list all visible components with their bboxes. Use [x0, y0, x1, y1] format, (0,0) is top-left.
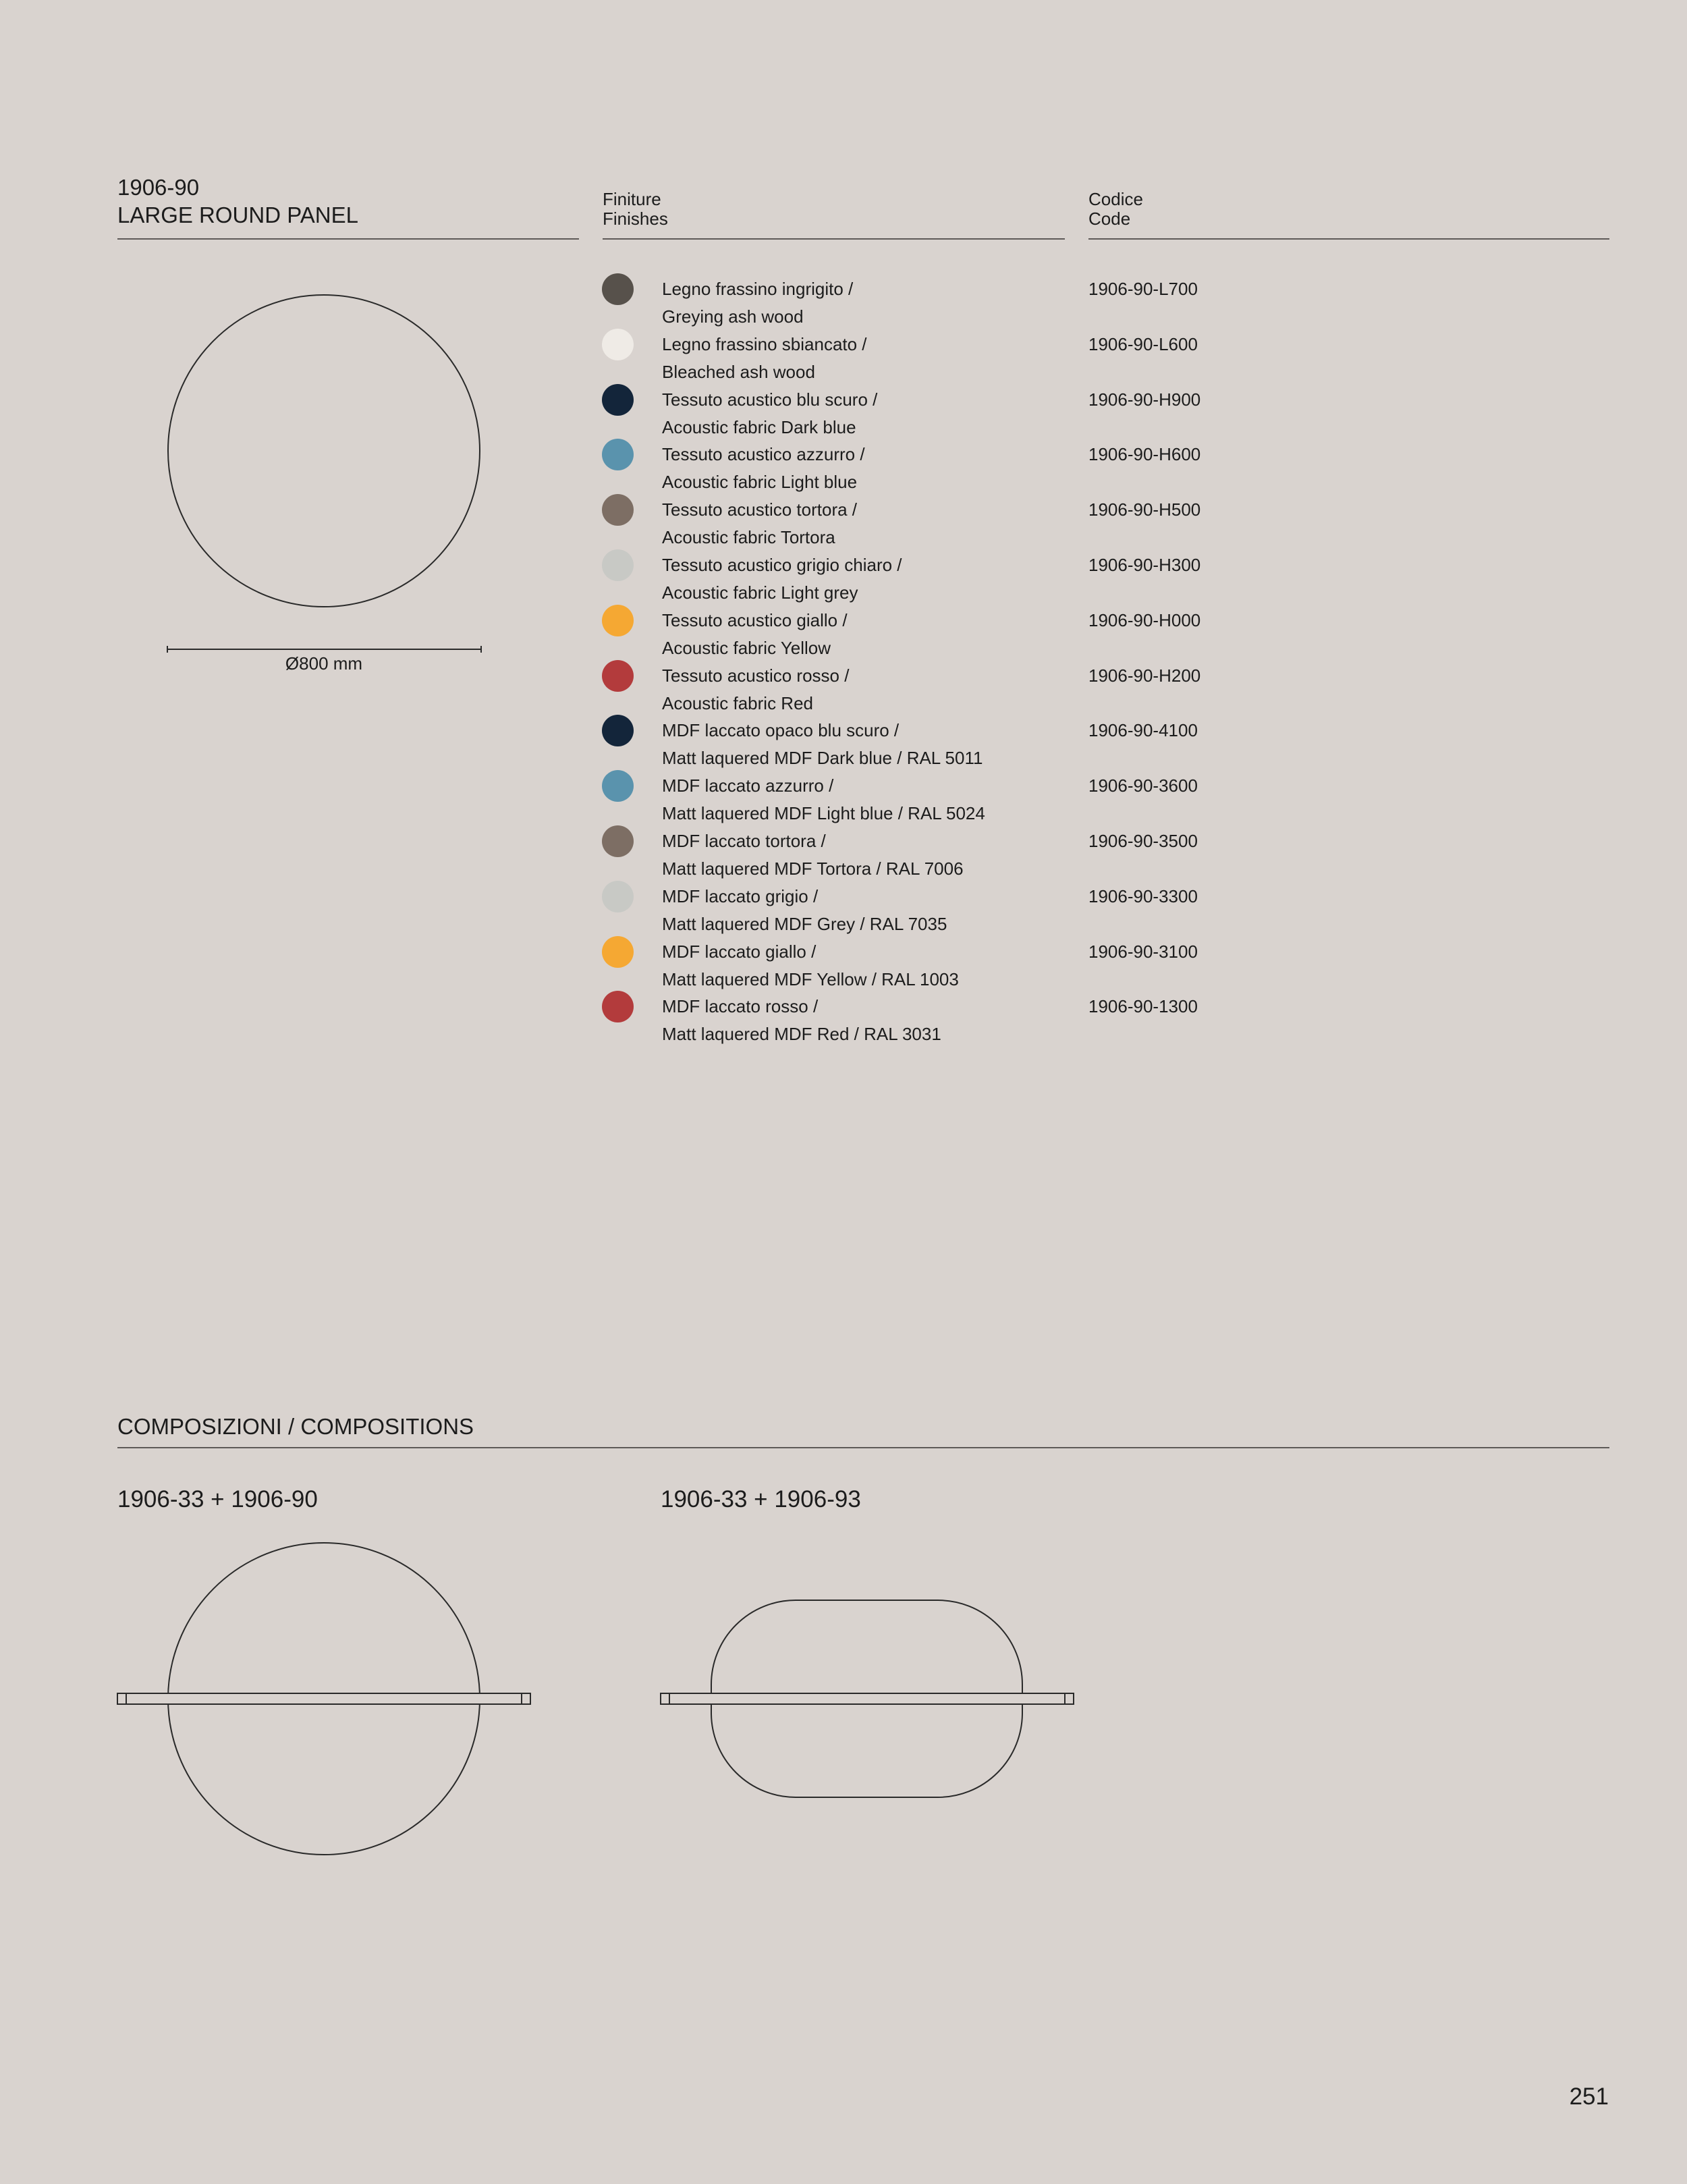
finish-name-en: Matt laquered MDF Tortora / RAL 7006	[662, 858, 964, 879]
finish-code: 1906-90-3500	[1088, 831, 1198, 851]
finish-name-it: Tessuto acustico azzurro /	[662, 444, 865, 464]
code-header-en: Code	[1088, 209, 1131, 229]
finish-code: 1906-90-3600	[1088, 775, 1198, 796]
finish-name-it: Legno frassino sbiancato /	[662, 334, 867, 354]
compositions-title: COMPOSIZIONI / COMPOSITIONS	[117, 1414, 474, 1439]
finish-name-it: Tessuto acustico tortora /	[662, 499, 858, 520]
color-swatch	[602, 494, 634, 526]
dimension-label: Ø800 mm	[285, 653, 363, 674]
finish-name-it: Legno frassino ingrigito /	[662, 279, 854, 299]
finish-name-it: MDF laccato opaco blu scuro /	[662, 720, 900, 740]
color-swatch	[602, 936, 634, 968]
finish-code: 1906-90-1300	[1088, 996, 1198, 1016]
color-swatch	[602, 439, 634, 470]
finish-name-en: Acoustic fabric Light grey	[662, 582, 858, 603]
finishes-rule	[603, 238, 1065, 240]
finish-name-it: MDF laccato giallo /	[662, 941, 817, 962]
finish-row	[0, 384, 1687, 439]
finish-row	[0, 329, 1687, 384]
finish-name-en: Acoustic fabric Tortora	[662, 527, 835, 547]
finish-code: 1906-90-H900	[1088, 389, 1201, 410]
color-swatch	[602, 991, 634, 1022]
finish-name-it: MDF laccato rosso /	[662, 996, 819, 1016]
finish-name-it: Tessuto acustico blu scuro /	[662, 389, 878, 410]
finish-name-it: Tessuto acustico rosso /	[662, 665, 850, 686]
composition-1-drawing	[117, 1543, 530, 1855]
finish-code: 1906-90-H500	[1088, 499, 1201, 520]
compositions-rule	[117, 1447, 1609, 1448]
finish-code: 1906-90-H300	[1088, 555, 1201, 575]
finishes-header-en: Finishes	[603, 209, 668, 229]
color-swatch	[602, 384, 634, 416]
finish-row	[0, 494, 1687, 549]
finish-name-en: Matt laquered MDF Yellow / RAL 1003	[662, 969, 959, 989]
product-name: LARGE ROUND PANEL	[117, 202, 358, 227]
composition-2-shelf	[661, 1693, 1074, 1704]
color-swatch	[602, 881, 634, 912]
finish-name-en: Bleached ash wood	[662, 362, 815, 382]
finish-row	[0, 273, 1687, 329]
finish-code: 1906-90-L700	[1088, 279, 1198, 299]
finish-row	[0, 936, 1687, 991]
page-number: 251	[1569, 2083, 1609, 2110]
color-swatch	[602, 273, 634, 305]
compositions-drawing	[0, 1519, 1147, 1876]
color-swatch	[602, 549, 634, 581]
finish-name-it: MDF laccato azzurro /	[662, 775, 834, 796]
finish-row	[0, 439, 1687, 494]
finish-row	[0, 770, 1687, 825]
finish-code: 1906-90-H000	[1088, 610, 1201, 630]
finish-row	[0, 825, 1687, 881]
product-code: 1906-90	[117, 175, 200, 200]
code-rule	[1088, 238, 1609, 240]
finish-name-en: Matt laquered MDF Red / RAL 3031	[662, 1024, 941, 1044]
composition-label-2: 1906-33 + 1906-93	[661, 1486, 861, 1512]
finish-name-en: Acoustic fabric Dark blue	[662, 417, 856, 437]
color-swatch	[602, 825, 634, 857]
finish-name-en: Acoustic fabric Light blue	[662, 472, 858, 492]
color-swatch	[602, 660, 634, 692]
finish-row	[0, 605, 1687, 660]
composition-1-shelf	[117, 1693, 530, 1704]
finish-row	[0, 660, 1687, 715]
color-swatch	[602, 329, 634, 360]
finish-code: 1906-90-L600	[1088, 334, 1198, 354]
finish-name-it: Tessuto acustico grigio chiaro /	[662, 555, 902, 575]
finish-name-en: Matt laquered MDF Dark blue / RAL 5011	[662, 748, 983, 768]
composition-2-drawing	[661, 1600, 1074, 1797]
finish-name-en: Matt laquered MDF Grey / RAL 7035	[662, 914, 947, 934]
finish-name-en: Matt laquered MDF Light blue / RAL 5024	[662, 803, 985, 823]
finish-row	[0, 991, 1687, 1046]
finish-code: 1906-90-3100	[1088, 941, 1198, 962]
finish-code: 1906-90-H600	[1088, 444, 1201, 464]
finish-row	[0, 549, 1687, 605]
color-swatch	[602, 605, 634, 636]
finish-row	[0, 881, 1687, 936]
finish-name-en: Greying ash wood	[662, 306, 804, 327]
finish-name-it: Tessuto acustico giallo /	[662, 610, 848, 630]
finish-code: 1906-90-3300	[1088, 886, 1198, 906]
color-swatch	[602, 770, 634, 802]
finishes-header-it: Finiture	[603, 189, 661, 209]
finish-name-en: Acoustic fabric Red	[662, 693, 813, 713]
finish-name-en: Acoustic fabric Yellow	[662, 638, 831, 658]
finish-row	[0, 715, 1687, 770]
composition-label-1: 1906-33 + 1906-90	[117, 1486, 318, 1512]
color-swatch	[602, 715, 634, 746]
finish-code: 1906-90-H200	[1088, 665, 1201, 686]
finish-code: 1906-90-4100	[1088, 720, 1198, 740]
finish-name-it: MDF laccato grigio /	[662, 886, 819, 906]
finish-name-it: MDF laccato tortora /	[662, 831, 826, 851]
code-header-it: Codice	[1088, 189, 1143, 209]
